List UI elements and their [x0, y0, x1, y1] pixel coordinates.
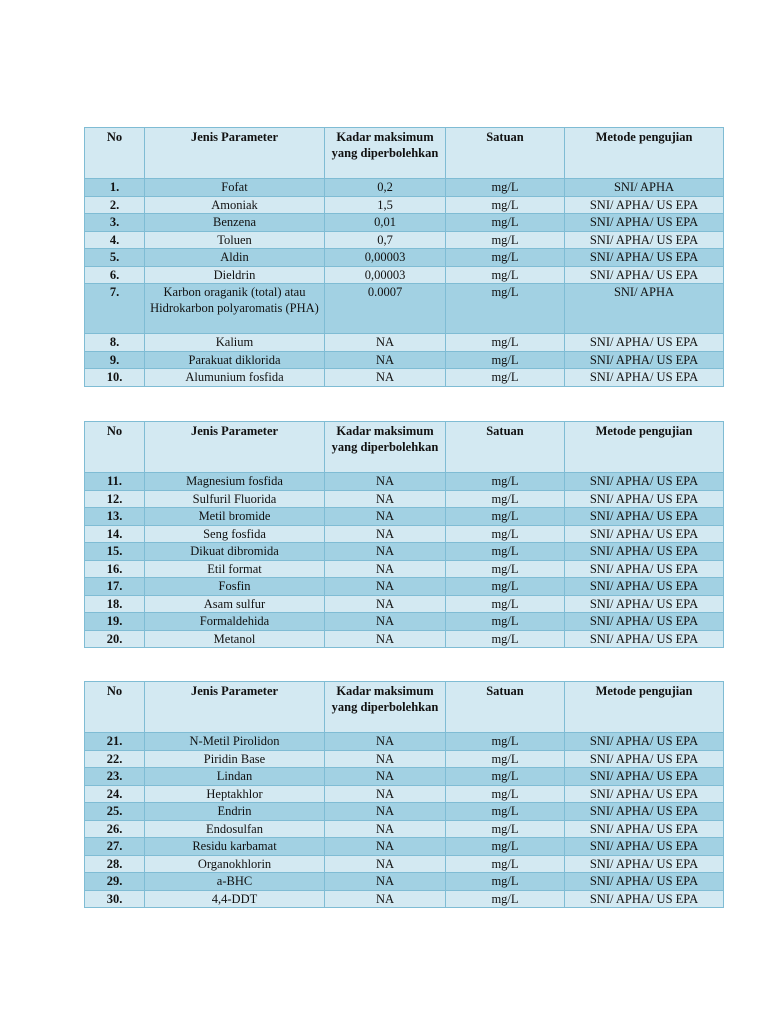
cell-satuan: mg/L [446, 214, 565, 232]
cell-param: Organokhlorin [145, 855, 325, 873]
table-row [85, 490, 724, 508]
cell-kadar: NA [325, 508, 446, 526]
table-row [85, 231, 724, 249]
cell-param: Magnesium fosfida [145, 473, 325, 491]
table-row [85, 595, 724, 613]
cell-no: 28. [85, 855, 145, 873]
cell-metode: SNI/ APHA/ US EPA [565, 578, 724, 596]
header-no: No [85, 422, 145, 473]
cell-param: Alumunium fosfida [145, 369, 325, 387]
header-no: No [85, 682, 145, 733]
cell-metode: SNI/ APHA/ US EPA [565, 838, 724, 856]
cell-metode: SNI/ APHA/ US EPA [565, 733, 724, 751]
cell-no: 16. [85, 560, 145, 578]
table-row [85, 473, 724, 491]
table-row [85, 855, 724, 873]
cell-metode: SNI/ APHA/ US EPA [565, 249, 724, 267]
cell-param: Karbon oraganik (total) atau Hidrokarbon polyaromatis (PHA) [145, 284, 325, 334]
cell-kadar: 0,00003 [325, 266, 446, 284]
parameter-table-2 [84, 421, 724, 648]
cell-satuan: mg/L [446, 179, 565, 197]
cell-satuan: mg/L [446, 196, 565, 214]
table-row [85, 334, 724, 352]
parameter-table-3 [84, 681, 724, 908]
cell-satuan: mg/L [446, 578, 565, 596]
cell-satuan: mg/L [446, 266, 565, 284]
table-row [85, 249, 724, 267]
cell-metode: SNI/ APHA/ US EPA [565, 525, 724, 543]
table-header-row [85, 682, 724, 733]
cell-param: Lindan [145, 768, 325, 786]
cell-no: 17. [85, 578, 145, 596]
cell-no: 1. [85, 179, 145, 197]
table-row [85, 578, 724, 596]
table-row [85, 820, 724, 838]
cell-no: 24. [85, 785, 145, 803]
cell-param: Seng fosfida [145, 525, 325, 543]
header-metode-pengujian: Metode pengujian [565, 682, 724, 733]
table-row [85, 873, 724, 891]
cell-param: Aldin [145, 249, 325, 267]
table-row [85, 838, 724, 856]
cell-satuan: mg/L [446, 543, 565, 561]
cell-kadar: NA [325, 785, 446, 803]
cell-kadar: NA [325, 578, 446, 596]
cell-satuan: mg/L [446, 560, 565, 578]
header-jenis-parameter: Jenis Parameter [145, 422, 325, 473]
cell-kadar: NA [325, 473, 446, 491]
cell-no: 18. [85, 595, 145, 613]
cell-metode: SNI/ APHA/ US EPA [565, 214, 724, 232]
cell-kadar: NA [325, 595, 446, 613]
cell-kadar: NA [325, 543, 446, 561]
cell-satuan: mg/L [446, 231, 565, 249]
cell-no: 26. [85, 820, 145, 838]
cell-param: Dikuat dibromida [145, 543, 325, 561]
cell-no: 2. [85, 196, 145, 214]
header-satuan: Satuan [446, 422, 565, 473]
table-row [85, 351, 724, 369]
table-row [85, 613, 724, 631]
table-row [85, 369, 724, 387]
cell-param: Metanol [145, 630, 325, 648]
cell-no: 11. [85, 473, 145, 491]
cell-kadar: NA [325, 334, 446, 352]
cell-metode: SNI/ APHA/ US EPA [565, 490, 724, 508]
cell-kadar: NA [325, 768, 446, 786]
cell-no: 29. [85, 873, 145, 891]
header-no: No [85, 128, 145, 179]
cell-metode: SNI/ APHA/ US EPA [565, 630, 724, 648]
table-row [85, 525, 724, 543]
cell-satuan: mg/L [446, 473, 565, 491]
cell-metode: SNI/ APHA/ US EPA [565, 820, 724, 838]
cell-param: Dieldrin [145, 266, 325, 284]
cell-metode: SNI/ APHA/ US EPA [565, 351, 724, 369]
table-row [85, 733, 724, 751]
cell-param: Toluen [145, 231, 325, 249]
cell-param: Residu karbamat [145, 838, 325, 856]
cell-param: Parakuat diklorida [145, 351, 325, 369]
table-row [85, 196, 724, 214]
cell-metode: SNI/ APHA/ US EPA [565, 803, 724, 821]
cell-kadar: NA [325, 750, 446, 768]
cell-no: 27. [85, 838, 145, 856]
cell-satuan: mg/L [446, 613, 565, 631]
cell-no: 7. [85, 284, 145, 334]
cell-param: a-BHC [145, 873, 325, 891]
cell-no: 8. [85, 334, 145, 352]
cell-satuan: mg/L [446, 820, 565, 838]
table-row [85, 630, 724, 648]
cell-kadar: 0,00003 [325, 249, 446, 267]
cell-metode: SNI/ APHA/ US EPA [565, 595, 724, 613]
cell-metode: SNI/ APHA/ US EPA [565, 543, 724, 561]
cell-param: Endosulfan [145, 820, 325, 838]
cell-no: 10. [85, 369, 145, 387]
header-metode-pengujian: Metode pengujian [565, 128, 724, 179]
cell-no: 3. [85, 214, 145, 232]
cell-param: 4,4-DDT [145, 890, 325, 908]
table-row [85, 179, 724, 197]
cell-no: 21. [85, 733, 145, 751]
cell-kadar: NA [325, 351, 446, 369]
cell-no: 4. [85, 231, 145, 249]
cell-kadar: NA [325, 560, 446, 578]
cell-param: Endrin [145, 803, 325, 821]
table-row [85, 890, 724, 908]
table-header-row [85, 128, 724, 179]
table-row [85, 768, 724, 786]
cell-kadar: 1,5 [325, 196, 446, 214]
table-row [85, 266, 724, 284]
cell-satuan: mg/L [446, 855, 565, 873]
cell-param: Fofat [145, 179, 325, 197]
cell-no: 19. [85, 613, 145, 631]
cell-metode: SNI/ APHA/ US EPA [565, 873, 724, 891]
cell-metode: SNI/ APHA/ US EPA [565, 613, 724, 631]
cell-param: Heptakhlor [145, 785, 325, 803]
table-row [85, 785, 724, 803]
cell-metode: SNI/ APHA/ US EPA [565, 369, 724, 387]
cell-satuan: mg/L [446, 525, 565, 543]
table-row [85, 508, 724, 526]
cell-param: Amoniak [145, 196, 325, 214]
table-header-row [85, 422, 724, 473]
cell-kadar: NA [325, 820, 446, 838]
cell-metode: SNI/ APHA/ US EPA [565, 334, 724, 352]
cell-satuan: mg/L [446, 369, 565, 387]
cell-no: 5. [85, 249, 145, 267]
cell-param: Sulfuril Fluorida [145, 490, 325, 508]
header-satuan: Satuan [446, 128, 565, 179]
cell-satuan: mg/L [446, 785, 565, 803]
cell-metode: SNI/ APHA/ US EPA [565, 768, 724, 786]
cell-param: Benzena [145, 214, 325, 232]
cell-no: 14. [85, 525, 145, 543]
cell-no: 12. [85, 490, 145, 508]
cell-no: 23. [85, 768, 145, 786]
cell-kadar: NA [325, 733, 446, 751]
cell-no: 30. [85, 890, 145, 908]
cell-satuan: mg/L [446, 873, 565, 891]
cell-metode: SNI/ APHA/ US EPA [565, 473, 724, 491]
cell-satuan: mg/L [446, 351, 565, 369]
cell-metode: SNI/ APHA/ US EPA [565, 750, 724, 768]
cell-metode: SNI/ APHA/ US EPA [565, 785, 724, 803]
header-kadar-maksimum: Kadar maksimum yang diperbolehkan [325, 128, 446, 179]
cell-satuan: mg/L [446, 490, 565, 508]
cell-kadar: NA [325, 613, 446, 631]
parameter-table-1 [84, 127, 724, 387]
table-row [85, 284, 724, 334]
cell-satuan: mg/L [446, 890, 565, 908]
cell-param: N-Metil Pirolidon [145, 733, 325, 751]
table-row [85, 214, 724, 232]
cell-satuan: mg/L [446, 768, 565, 786]
cell-satuan: mg/L [446, 334, 565, 352]
cell-kadar: NA [325, 838, 446, 856]
cell-satuan: mg/L [446, 733, 565, 751]
cell-no: 6. [85, 266, 145, 284]
cell-no: 22. [85, 750, 145, 768]
cell-metode: SNI/ APHA/ US EPA [565, 855, 724, 873]
cell-no: 13. [85, 508, 145, 526]
cell-satuan: mg/L [446, 838, 565, 856]
cell-kadar: NA [325, 490, 446, 508]
cell-satuan: mg/L [446, 284, 565, 334]
cell-param: Etil format [145, 560, 325, 578]
cell-metode: SNI/ APHA [565, 284, 724, 334]
cell-satuan: mg/L [446, 750, 565, 768]
cell-kadar: 0,7 [325, 231, 446, 249]
table-row [85, 750, 724, 768]
cell-kadar: NA [325, 873, 446, 891]
cell-no: 20. [85, 630, 145, 648]
cell-kadar: NA [325, 803, 446, 821]
cell-metode: SNI/ APHA/ US EPA [565, 196, 724, 214]
header-metode-pengujian: Metode pengujian [565, 422, 724, 473]
cell-no: 9. [85, 351, 145, 369]
cell-kadar: 0,2 [325, 179, 446, 197]
header-jenis-parameter: Jenis Parameter [145, 128, 325, 179]
header-kadar-maksimum: Kadar maksimum yang diperbolehkan [325, 682, 446, 733]
table-row [85, 803, 724, 821]
cell-no: 25. [85, 803, 145, 821]
cell-satuan: mg/L [446, 249, 565, 267]
cell-metode: SNI/ APHA/ US EPA [565, 560, 724, 578]
cell-param: Piridin Base [145, 750, 325, 768]
cell-param: Fosfin [145, 578, 325, 596]
cell-satuan: mg/L [446, 595, 565, 613]
cell-kadar: NA [325, 630, 446, 648]
header-jenis-parameter: Jenis Parameter [145, 682, 325, 733]
header-satuan: Satuan [446, 682, 565, 733]
header-kadar-maksimum: Kadar maksimum yang diperbolehkan [325, 422, 446, 473]
cell-metode: SNI/ APHA/ US EPA [565, 890, 724, 908]
cell-param: Formaldehida [145, 613, 325, 631]
cell-metode: SNI/ APHA [565, 179, 724, 197]
cell-metode: SNI/ APHA/ US EPA [565, 508, 724, 526]
cell-satuan: mg/L [446, 508, 565, 526]
cell-no: 15. [85, 543, 145, 561]
cell-satuan: mg/L [446, 803, 565, 821]
cell-metode: SNI/ APHA/ US EPA [565, 231, 724, 249]
cell-kadar: 0.0007 [325, 284, 446, 334]
table-row [85, 560, 724, 578]
cell-kadar: NA [325, 855, 446, 873]
cell-param: Kalium [145, 334, 325, 352]
cell-param: Asam sulfur [145, 595, 325, 613]
cell-kadar: NA [325, 890, 446, 908]
cell-kadar: NA [325, 369, 446, 387]
cell-metode: SNI/ APHA/ US EPA [565, 266, 724, 284]
cell-param: Metil bromide [145, 508, 325, 526]
table-row [85, 543, 724, 561]
cell-satuan: mg/L [446, 630, 565, 648]
cell-kadar: 0,01 [325, 214, 446, 232]
cell-kadar: NA [325, 525, 446, 543]
